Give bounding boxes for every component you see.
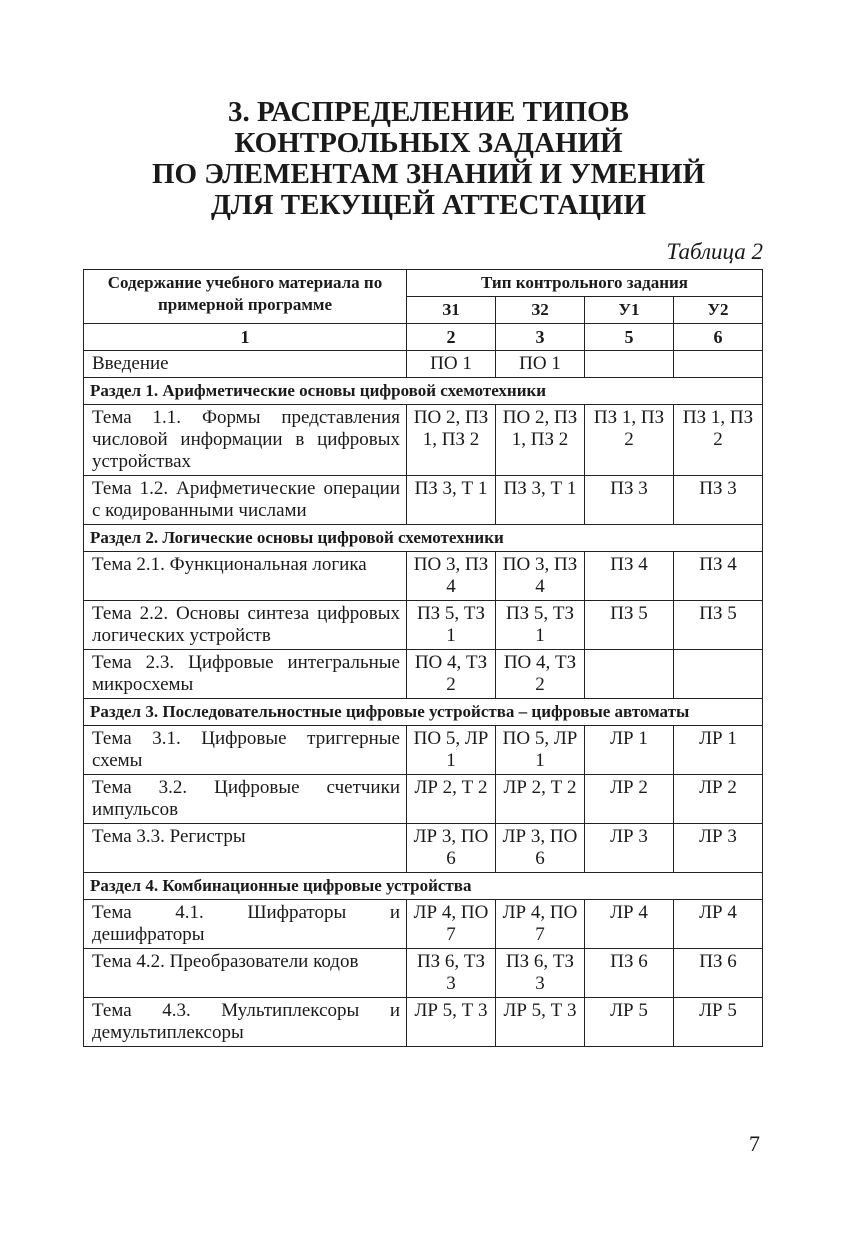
subheader-cell: З2 [496,297,585,324]
topic-name: Тема 2.3. Цифровые интегральные микросхемы [84,650,407,699]
table-row [84,824,763,873]
task-cell: ПО 1 [496,351,585,378]
task-cell: ЛР 1 [674,726,763,775]
distribution-table [83,269,763,1047]
topic-name: Тема 4.1. Шифраторы и дешифраторы [84,900,407,949]
table-row [84,405,763,476]
table-row [84,949,763,998]
section-title: Раздел 1. Арифметические основы цифровой схемотехники [84,378,763,405]
task-cell: ЛР 3 [585,824,674,873]
header-row [84,270,763,297]
table-caption: Таблица 2 [666,239,763,264]
section-title: Раздел 3. Последовательностные цифровые устройства – цифровые автоматы [84,699,763,726]
task-cell [674,351,763,378]
title-line: ДЛЯ ТЕКУЩЕЙ АТТЕСТАЦИИ [210,189,647,221]
task-cell: ПЗ 1, ПЗ 2 [674,405,763,476]
task-cell: ЛР 4, ПО 7 [496,900,585,949]
header-content: Содержание учебного материала по примерной программе [84,270,407,324]
task-cell [585,650,674,699]
task-cell: ЛР 2 [674,775,763,824]
subheader-cell: У1 [585,297,674,324]
task-cell: ПЗ 6, ТЗ 3 [407,949,496,998]
subheader-cell: З1 [407,297,496,324]
column-number: 2 [407,324,496,351]
table-row [84,900,763,949]
section-row [84,525,763,552]
section-title: Раздел 4. Комбинационные цифровые устройства [84,873,763,900]
topic-name: Тема 3.1. Цифровые триггерные схемы [84,726,407,775]
task-cell: ЛР 4 [585,900,674,949]
task-cell: ПЗ 5 [585,601,674,650]
header-type: Тип контрольного задания [407,270,763,297]
topic-name: Тема 3.2. Цифровые счетчики импульсов [84,775,407,824]
task-cell: ПО 4, ТЗ 2 [407,650,496,699]
table-row [84,552,763,601]
task-cell: ЛР 1 [585,726,674,775]
task-cell: ПО 1 [407,351,496,378]
task-cell: ПО 2, ПЗ 1, ПЗ 2 [496,405,585,476]
section-row [84,699,763,726]
task-cell: ПО 2, ПЗ 1, ПЗ 2 [407,405,496,476]
table-row [84,775,763,824]
section-title: Раздел 2. Логические основы цифровой схемотехники [84,525,763,552]
topic-name: Тема 2.2. Основы синтеза цифровых логических устройств [84,601,407,650]
task-cell: ЛР 3, ПО 6 [496,824,585,873]
topic-name: Введение [84,351,407,378]
topic-name: Тема 3.3. Регистры [84,824,407,873]
task-cell: ЛР 2 [585,775,674,824]
topic-name: Тема 4.2. Преобразователи кодов [84,949,407,998]
table-row [84,650,763,699]
task-cell: ЛР 5, Т 3 [407,998,496,1047]
task-cell: ЛР 2, Т 2 [496,775,585,824]
task-cell: ЛР 5 [674,998,763,1047]
topic-name: Тема 4.3. Мультиплексоры и демультиплексоры [84,998,407,1047]
table-row [84,476,763,525]
task-cell: ПЗ 6, ТЗ 3 [496,949,585,998]
topic-name: Тема 2.1. Функциональная логика [84,552,407,601]
table-row [84,726,763,775]
task-cell: ПО 5, ЛР 1 [496,726,585,775]
task-cell: ПО 3, ПЗ 4 [496,552,585,601]
task-cell: ПЗ 3 [585,476,674,525]
task-cell: ПЗ 3, Т 1 [496,476,585,525]
task-cell: ПО 3, ПЗ 4 [407,552,496,601]
table-row [84,601,763,650]
section-row [84,378,763,405]
table-row [84,351,763,378]
task-cell: ПЗ 5 [674,601,763,650]
column-number: 6 [674,324,763,351]
task-cell: ЛР 4 [674,900,763,949]
title-line: 3. РАСПРЕДЕЛЕНИЕ ТИПОВ [228,96,629,128]
task-cell: ПЗ 5, ТЗ 1 [407,601,496,650]
task-cell: ПЗ 3 [674,476,763,525]
title-line: ПО ЭЛЕМЕНТАМ ЗНАНИЙ И УМЕНИЙ [151,158,706,190]
column-number-row [84,324,763,351]
task-cell: ПЗ 4 [585,552,674,601]
task-cell: ЛР 3 [674,824,763,873]
task-cell: ПЗ 6 [585,949,674,998]
task-cell: ПЗ 4 [674,552,763,601]
page-title [0,97,857,221]
title-line: КОНТРОЛЬНЫХ ЗАДАНИЙ [234,127,623,159]
task-cell [585,351,674,378]
task-cell: ПЗ 3, Т 1 [407,476,496,525]
section-row [84,873,763,900]
topic-name: Тема 1.1. Формы представления числовой информации в цифровых устройствах [84,405,407,476]
task-cell: ПЗ 6 [674,949,763,998]
task-cell: ПО 5, ЛР 1 [407,726,496,775]
task-cell: ПЗ 1, ПЗ 2 [585,405,674,476]
table-row [84,998,763,1047]
column-number: 3 [496,324,585,351]
task-cell: ЛР 5, Т 3 [496,998,585,1047]
task-cell: ПЗ 5, ТЗ 1 [496,601,585,650]
task-cell: ЛР 2, Т 2 [407,775,496,824]
topic-name: Тема 1.2. Арифметические операции с кодированными числами [84,476,407,525]
task-cell: ЛР 3, ПО 6 [407,824,496,873]
page-number: 7 [749,1131,760,1156]
column-number: 5 [585,324,674,351]
task-cell: ЛР 5 [585,998,674,1047]
column-number: 1 [84,324,407,351]
task-cell [674,650,763,699]
task-cell: ПО 4, ТЗ 2 [496,650,585,699]
task-cell: ЛР 4, ПО 7 [407,900,496,949]
subheader-cell: У2 [674,297,763,324]
